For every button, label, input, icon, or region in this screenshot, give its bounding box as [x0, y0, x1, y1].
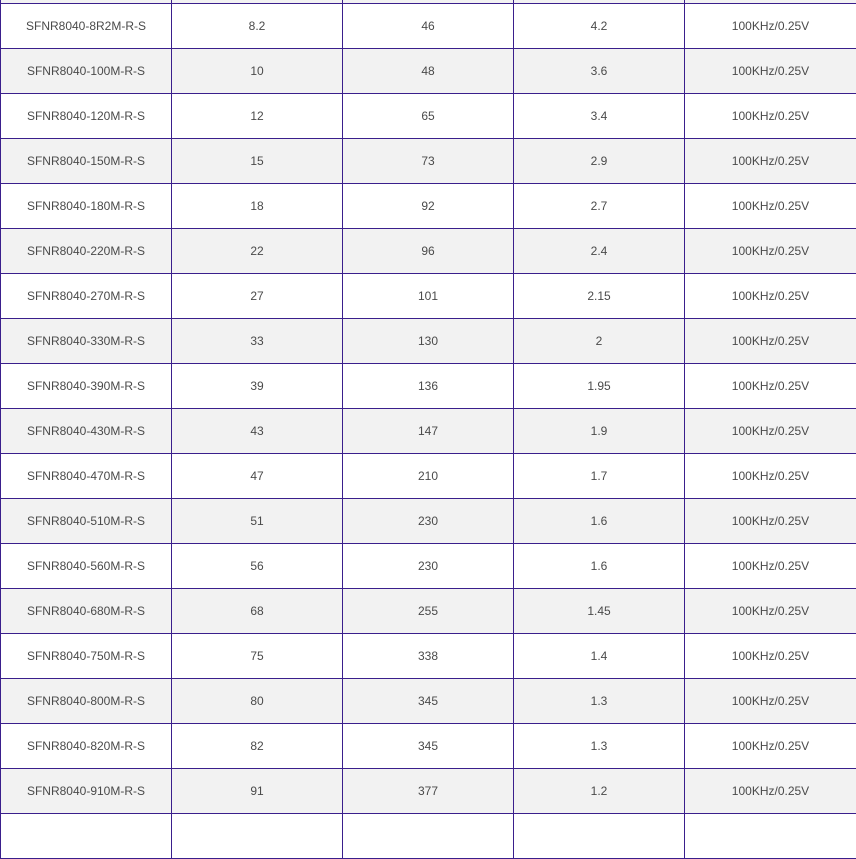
test-condition-cell: 100KHz/0.25V	[685, 724, 856, 769]
table-row	[1, 4, 856, 49]
inductance-cell: 80	[172, 679, 343, 724]
part-number-cell: SFNR8040-150M-R-S	[1, 139, 172, 184]
rated-current-cell: 1.95	[514, 364, 685, 409]
inductance-cell: 68	[172, 589, 343, 634]
dcr-cell: 345	[343, 679, 514, 724]
part-number-cell: SFNR8040-8R2M-R-S	[1, 4, 172, 49]
inductance-cell: 10	[172, 49, 343, 94]
inductance-cell: 43	[172, 409, 343, 454]
part-number-cell: SFNR8040-270M-R-S	[1, 274, 172, 319]
test-condition-cell: 100KHz/0.25V	[685, 634, 856, 679]
part-number-cell: SFNR8040-910M-R-S	[1, 769, 172, 814]
part-number-cell	[1, 814, 172, 859]
test-condition-cell: 100KHz/0.25V	[685, 499, 856, 544]
rated-current-cell	[514, 814, 685, 859]
part-number-cell: SFNR8040-560M-R-S	[1, 544, 172, 589]
test-condition-cell: 100KHz/0.25V	[685, 229, 856, 274]
test-condition-cell	[685, 814, 856, 859]
part-number-cell: SFNR8040-100M-R-S	[1, 49, 172, 94]
dcr-cell: 210	[343, 454, 514, 499]
rated-current-cell: 1.3	[514, 679, 685, 724]
dcr-cell: 230	[343, 499, 514, 544]
table-row	[1, 589, 856, 634]
inductance-cell: 56	[172, 544, 343, 589]
table-row	[1, 364, 856, 409]
dcr-cell: 48	[343, 49, 514, 94]
dcr-cell: 230	[343, 544, 514, 589]
test-condition-cell: 100KHz/0.25V	[685, 544, 856, 589]
dcr-cell: 65	[343, 94, 514, 139]
table-row	[1, 409, 856, 454]
part-number-cell: SFNR8040-800M-R-S	[1, 679, 172, 724]
table-row	[1, 454, 856, 499]
inductance-cell: 47	[172, 454, 343, 499]
inductance-cell: 12	[172, 94, 343, 139]
rated-current-cell: 1.7	[514, 454, 685, 499]
table-body	[1, 0, 856, 859]
inductance-cell: 15	[172, 139, 343, 184]
table-row	[1, 499, 856, 544]
table-row	[1, 139, 856, 184]
rated-current-cell: 1.4	[514, 634, 685, 679]
rated-current-cell: 1.45	[514, 589, 685, 634]
dcr-cell: 147	[343, 409, 514, 454]
part-number-cell: SFNR8040-330M-R-S	[1, 319, 172, 364]
part-number-cell: SFNR8040-120M-R-S	[1, 94, 172, 139]
rated-current-cell: 1.3	[514, 724, 685, 769]
rated-current-cell: 4.2	[514, 4, 685, 49]
dcr-cell: 130	[343, 319, 514, 364]
table-row	[1, 724, 856, 769]
part-number-cell: SFNR8040-750M-R-S	[1, 634, 172, 679]
test-condition-cell: 100KHz/0.25V	[685, 4, 856, 49]
table-row	[1, 319, 856, 364]
inductance-cell: 18	[172, 184, 343, 229]
dcr-cell: 338	[343, 634, 514, 679]
table-row	[1, 769, 856, 814]
dcr-cell: 377	[343, 769, 514, 814]
test-condition-cell: 100KHz/0.25V	[685, 589, 856, 634]
dcr-cell: 136	[343, 364, 514, 409]
rated-current-cell: 3.6	[514, 49, 685, 94]
test-condition-cell: 100KHz/0.25V	[685, 769, 856, 814]
dcr-cell: 96	[343, 229, 514, 274]
table-row	[1, 274, 856, 319]
rated-current-cell: 2.9	[514, 139, 685, 184]
inductance-cell: 39	[172, 364, 343, 409]
table-row	[1, 184, 856, 229]
part-number-cell: SFNR8040-820M-R-S	[1, 724, 172, 769]
rated-current-cell: 2.7	[514, 184, 685, 229]
test-condition-cell: 100KHz/0.25V	[685, 94, 856, 139]
rated-current-cell: 2.15	[514, 274, 685, 319]
test-condition-cell: 100KHz/0.25V	[685, 139, 856, 184]
rated-current-cell: 3.4	[514, 94, 685, 139]
test-condition-cell: 100KHz/0.25V	[685, 274, 856, 319]
dcr-cell: 345	[343, 724, 514, 769]
part-number-cell: SFNR8040-680M-R-S	[1, 589, 172, 634]
test-condition-cell: 100KHz/0.25V	[685, 364, 856, 409]
dcr-cell	[343, 814, 514, 859]
rated-current-cell: 2.4	[514, 229, 685, 274]
test-condition-cell: 100KHz/0.25V	[685, 679, 856, 724]
table-row	[1, 544, 856, 589]
inductance-cell: 22	[172, 229, 343, 274]
inductance-cell: 51	[172, 499, 343, 544]
part-number-cell: SFNR8040-390M-R-S	[1, 364, 172, 409]
test-condition-cell: 100KHz/0.25V	[685, 184, 856, 229]
test-condition-cell: 100KHz/0.25V	[685, 49, 856, 94]
part-number-cell: SFNR8040-470M-R-S	[1, 454, 172, 499]
table-row	[1, 814, 856, 859]
part-number-cell: SFNR8040-430M-R-S	[1, 409, 172, 454]
inductance-cell: 8.2	[172, 4, 343, 49]
part-number-cell: SFNR8040-180M-R-S	[1, 184, 172, 229]
dcr-cell: 101	[343, 274, 514, 319]
part-number-cell: SFNR8040-220M-R-S	[1, 229, 172, 274]
dcr-cell: 73	[343, 139, 514, 184]
rated-current-cell: 1.6	[514, 544, 685, 589]
table-row	[1, 229, 856, 274]
dcr-cell: 92	[343, 184, 514, 229]
rated-current-cell: 1.6	[514, 499, 685, 544]
table-row	[1, 679, 856, 724]
table-row	[1, 49, 856, 94]
inductance-cell	[172, 814, 343, 859]
dcr-cell: 255	[343, 589, 514, 634]
test-condition-cell: 100KHz/0.25V	[685, 454, 856, 499]
inductance-cell: 27	[172, 274, 343, 319]
rated-current-cell: 1.9	[514, 409, 685, 454]
inductance-cell: 82	[172, 724, 343, 769]
inductance-cell: 91	[172, 769, 343, 814]
test-condition-cell: 100KHz/0.25V	[685, 409, 856, 454]
rated-current-cell: 2	[514, 319, 685, 364]
part-number-cell: SFNR8040-510M-R-S	[1, 499, 172, 544]
test-condition-cell: 100KHz/0.25V	[685, 319, 856, 364]
inductance-cell: 33	[172, 319, 343, 364]
table-row	[1, 634, 856, 679]
inductance-cell: 75	[172, 634, 343, 679]
table-row	[1, 94, 856, 139]
dcr-cell: 46	[343, 4, 514, 49]
rated-current-cell: 1.2	[514, 769, 685, 814]
